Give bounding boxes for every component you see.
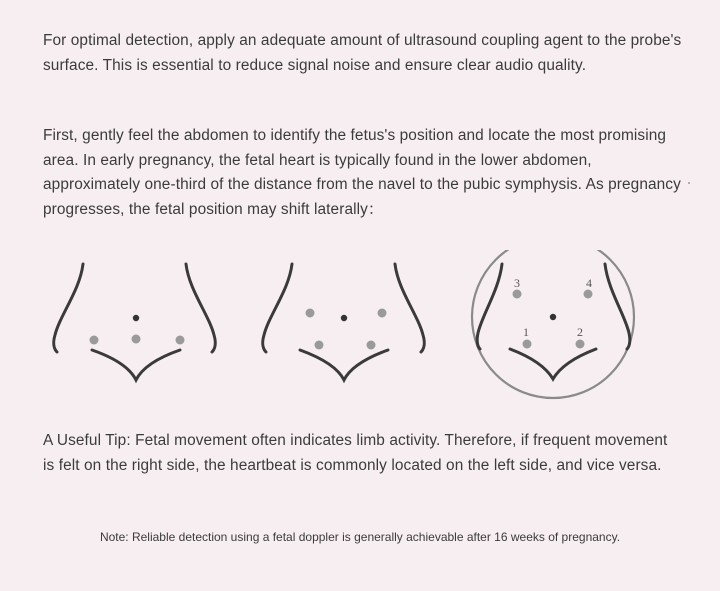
abdomen-figure-late bbox=[477, 264, 630, 379]
heart-point-2 bbox=[576, 340, 585, 349]
heart-point-1 bbox=[523, 340, 532, 349]
heart-point-right bbox=[176, 336, 185, 345]
abdomen-figure-mid bbox=[263, 264, 425, 380]
abdomen-left-outline bbox=[477, 264, 502, 349]
abdomen-left-outline bbox=[263, 264, 292, 352]
position-label-4: 4 bbox=[586, 276, 592, 290]
position-label-3: 3 bbox=[514, 276, 520, 290]
navel-point bbox=[550, 314, 556, 320]
heart-point-upper-left bbox=[306, 309, 315, 318]
abdomen-diagrams bbox=[0, 250, 720, 410]
intro-paragraph: For optimal detection, apply an adequate amount of ultrasound coupling agent to the probe's surface. This is essential to reduce signal noise and ensure clear audio quality. bbox=[43, 32, 682, 74]
decorative-dot bbox=[688, 182, 690, 184]
navel-point bbox=[133, 315, 139, 321]
heart-point-center bbox=[132, 335, 141, 344]
abdomen-figure-early bbox=[54, 264, 216, 380]
abdomen-right-outline bbox=[186, 264, 215, 352]
heart-point-4 bbox=[584, 290, 593, 299]
navel-point bbox=[341, 315, 347, 321]
heart-point-3 bbox=[513, 290, 522, 299]
heart-point-left bbox=[90, 336, 99, 345]
pubic-outline bbox=[300, 350, 388, 380]
pubic-outline bbox=[92, 350, 180, 380]
highlight-circle bbox=[472, 250, 634, 398]
heart-point-lower-right bbox=[367, 341, 376, 350]
position-paragraph: First, gently feel the abdomen to identify the fetus's position and locate the most promising area. In early pregnancy, the fetal heart is typically found in the lower abdomen, approximately one-third of the distance from the navel to the pubic symphysis. As pregnancy progresses, the fetal position may shift laterally： bbox=[43, 127, 681, 218]
abdomen-left-outline bbox=[54, 264, 83, 352]
heart-point-lower-left bbox=[315, 341, 324, 350]
abdomen-right-outline bbox=[395, 264, 424, 352]
note-text: Note: Reliable detection using a fetal doppler is generally achievable after 16 weeks of pregnancy. bbox=[99, 530, 621, 544]
position-label-2: 2 bbox=[577, 325, 583, 339]
abdomen-right-outline bbox=[605, 264, 630, 349]
position-label-1: 1 bbox=[523, 325, 529, 339]
tip-paragraph: A Useful Tip: Fetal movement often indicates limb activity. Therefore, if frequent movement is felt on the right side, the heartbeat is commonly located on the left side, and vice versa. bbox=[43, 432, 668, 474]
pubic-outline bbox=[510, 349, 596, 379]
heart-point-upper-right bbox=[378, 309, 387, 318]
